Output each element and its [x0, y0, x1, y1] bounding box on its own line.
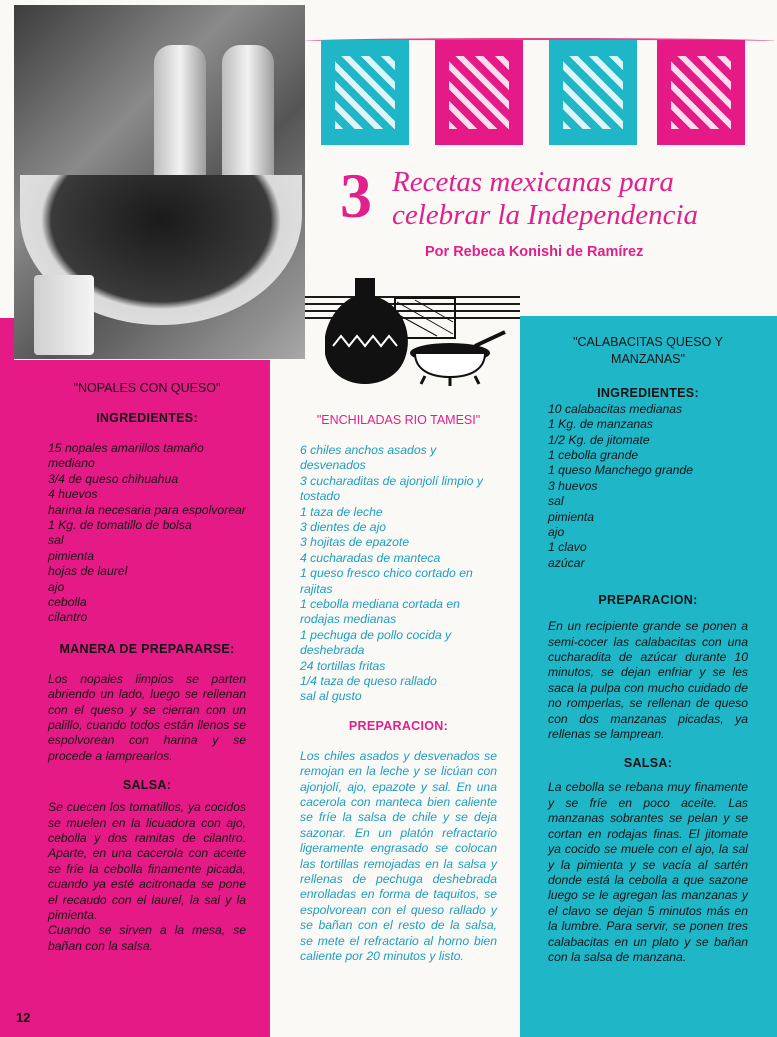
ingredient-item: 6 chiles anchos asados y desvenados: [300, 442, 437, 473]
prep-text: Los chiles asados y desvenados se remojan en la leche y se licúan con ajonjolí, ajo, epazote y sal. En una cacerola con manteca bien caliente se fríe la salsa de chile y se deja sazonar. En un platón refractario ligeramente engrasado se colocan las tortillas remojadas en la salsa y rellenas de pechuga deshebrada enrolladas en forma de taquitos, se espolvorean con el queso rallado y se bañan con el resto de la salsa, se mete el refractario al horno bien caliente por 20 minutos y listo.: [300, 748, 497, 964]
ingredient-item: 1 Kg. de manzanas: [548, 417, 654, 432]
banner-flag: [657, 40, 745, 145]
ingredient-item: 1 pechuga de pollo cocida y deshebrada: [300, 627, 452, 658]
ingredient-item: 1/2 Kg. de jitomate: [548, 432, 650, 447]
headline-title: [392, 166, 698, 233]
ingredients-heading: INGREDIENTES:: [96, 410, 198, 425]
ingredients-list: [548, 402, 748, 571]
pottery-illustration: [325, 268, 515, 388]
serving-text: Cuando se sirven a la mesa, se bañan con la salsa.: [48, 923, 246, 953]
banner-flag: [435, 40, 523, 145]
method-heading: MANERA DE PREPARARSE:: [59, 641, 235, 656]
papel-picado-banner: [305, 8, 775, 158]
ingredient-item: sal: [48, 533, 64, 548]
ingredient-item: harina la necesaria para espolvorear: [48, 502, 246, 517]
banner-flag: [549, 40, 637, 145]
banner-flag: [321, 40, 409, 145]
ingredient-item: ajo: [548, 525, 565, 539]
glass-image: [34, 275, 94, 355]
ingredient-item: 3 dientes de ajo: [300, 519, 387, 534]
sauce-text: La cebolla se rebana muy finamente y se fríe en poco aceite. Las manzanas sobrantes se pelan y se cortan en rodajas finas. El jitomate ya cocido se muele con el ajo, la sal y la pimienta y se vacía al sartén donde está la cebolla a que sazone luego se le agregan las manzanas y el clavo se dejan 5 minutos más en la lumbre. Para servir, se ponen tres calabacitas en un plato y se bañan con la salsa de manzana.: [548, 780, 748, 964]
ingredients-list: [300, 443, 497, 705]
byline: Por Rebeca Konishi de Ramírez: [425, 244, 644, 260]
ingredients-list: [48, 441, 246, 626]
headline-title-line2: celebrar la Independencia: [392, 199, 699, 232]
ingredient-item: 1/4 taza de queso rallado: [300, 673, 437, 688]
method-text: Los nopales limpios se parten abriendo un lado, luego se rellenan con el queso y se cierran con un palillo, cuando todos están llenos se espolvorean con harina y se procede a lamprearlos.: [48, 671, 246, 763]
ingredient-item: 3 cucharaditas de ajonjolí limpio y tostado: [300, 473, 483, 504]
ingredient-item: 1 taza de leche: [300, 504, 383, 519]
recipe-calabacitas-column: [520, 316, 777, 1037]
ingredient-item: hojas de laurel: [48, 564, 128, 579]
ingredient-item: 3 hojitas de epazote: [300, 535, 410, 550]
prep-heading: PREPARACION:: [598, 593, 698, 608]
ingredient-item: cebolla: [48, 594, 87, 609]
ingredient-item: 1 queso fresco chico cortado en rajitas: [300, 566, 473, 596]
ingredient-item: 1 cebolla mediana cortada en rodajas medianas: [300, 596, 460, 627]
ingredient-item: 1 cebolla grande: [548, 447, 639, 462]
prep-heading: PREPARACION:: [348, 718, 449, 733]
ingredient-item: 1 clavo: [548, 540, 587, 555]
ingredient-item: 4 huevos: [48, 487, 98, 502]
ingredient-item: 3/4 de queso chihuahua: [48, 471, 179, 486]
headline-number: 3: [340, 160, 372, 231]
ingredient-item: sal al gusto: [300, 689, 362, 704]
recipe-title: "NOPALES CON QUESO": [73, 381, 221, 395]
sauce-heading: SALSA:: [623, 756, 673, 771]
ingredient-item: 1 queso Manchego grande: [548, 463, 694, 478]
ingredients-heading: INGREDIENTES:: [597, 385, 699, 400]
food-photo: [14, 5, 305, 359]
recipe-nopales-column: [14, 360, 270, 1037]
ingredient-item: 1 Kg. de tomatillo de bolsa: [48, 517, 192, 532]
recipe-enchiladas-column: [270, 390, 520, 1037]
ingredient-item: pimienta: [548, 509, 595, 524]
ingredient-item: 10 calabacitas medianas: [548, 401, 683, 416]
ingredient-item: 15 nopales amarillos tamaño mediano: [48, 440, 204, 471]
recipe-title: "CALABACITAS QUESO Y MANZANAS": [573, 335, 723, 366]
sauce-heading: SALSA:: [122, 778, 172, 793]
left-edge-bar: [0, 318, 14, 1037]
ingredient-item: pimienta: [48, 548, 95, 563]
ingredient-item: 4 cucharadas de manteca: [300, 550, 441, 565]
ingredient-item: 24 tortillas fritas: [300, 658, 386, 673]
ingredient-item: sal: [548, 494, 564, 509]
prep-text: En un recipiente grande se ponen a semi-cocer las calabacitas con una cucharadita de azúcar durante 10 minutos, se dejan enfriar y se les saca la pulpa con mucho cuidado de no romperlas, se rellenan de queso con dos manzanas picadas, ya rellenas se lamprean.: [548, 619, 748, 742]
recipe-title: "ENCHILADAS RIO TAMESI": [316, 413, 481, 427]
ingredient-item: cilantro: [48, 610, 88, 625]
ingredient-item: azúcar: [548, 555, 585, 570]
ingredient-item: 3 huevos: [548, 478, 598, 493]
ingredient-item: ajo: [48, 579, 65, 594]
sauce-text: Se cuecen los tomatillos, ya cocidos se muelen en la licuadora con ajo, cebolla y dos ramitas de cilantro. Aparte, en una cacerola con aceite se fríe la cebolla finamente picada, cuando ya esté acitronada se pone el recaudo con el laurel, la sal y la pimienta.: [48, 800, 246, 923]
page-number: 12: [16, 1010, 31, 1025]
headline-title-line1: Recetas mexicanas para: [392, 166, 674, 198]
